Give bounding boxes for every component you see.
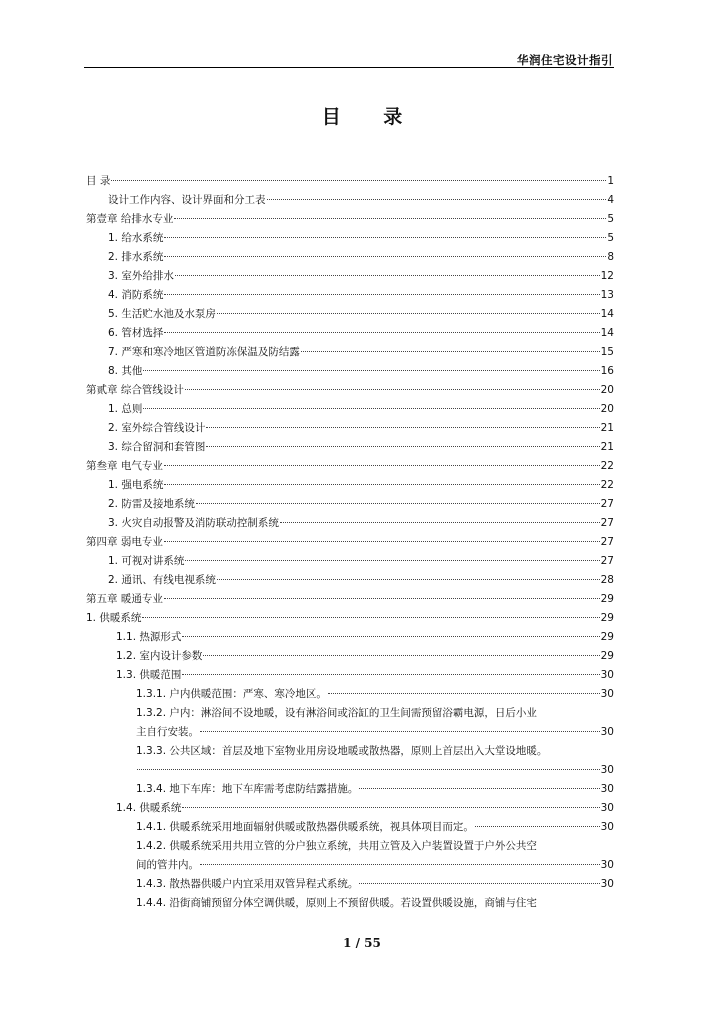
toc-entry-title: 1.3. 供暖范围 bbox=[116, 669, 182, 681]
toc-entry[interactable] bbox=[86, 552, 614, 571]
toc-entry-title: 1.3.1. 户内供暖范围：严寒、寒冷地区。 bbox=[136, 688, 327, 700]
toc-entry-page: 13 bbox=[600, 289, 614, 301]
toc-entry[interactable] bbox=[86, 666, 614, 685]
toc-entry[interactable] bbox=[86, 628, 614, 647]
toc-entry-title: 8. 其他 bbox=[108, 365, 143, 377]
toc-entry-title: 1. 强电系统 bbox=[108, 479, 164, 491]
toc-entry-page: 30 bbox=[600, 669, 614, 681]
toc-entry-title: 2. 排水系统 bbox=[108, 251, 164, 263]
toc-entry-page: 29 bbox=[600, 631, 614, 643]
toc-entry[interactable] bbox=[86, 362, 614, 381]
toc-entry[interactable] bbox=[86, 685, 614, 704]
toc-leader-dots bbox=[206, 427, 599, 428]
toc-leader-dots bbox=[267, 199, 607, 200]
toc-leader-dots bbox=[475, 826, 600, 827]
toc-entry-page: 12 bbox=[600, 270, 614, 282]
toc-entry-title: 设计工作内容、设计界面和分工表 bbox=[108, 194, 266, 206]
toc-entry-title: 1. 给水系统 bbox=[108, 232, 164, 244]
toc-entry-title: 第叁章 电气专业 bbox=[86, 460, 163, 472]
toc-entry-page: 21 bbox=[600, 422, 614, 434]
toc-entry[interactable] bbox=[86, 875, 614, 894]
toc-entry-page: 30 bbox=[600, 688, 614, 700]
toc-leader-dots bbox=[280, 522, 600, 523]
toc-leader-dots bbox=[137, 769, 600, 770]
toc-leader-dots bbox=[143, 370, 599, 371]
toc-entry-title: 5. 生活贮水池及水泵房 bbox=[108, 308, 216, 320]
toc-entry-title: 第五章 暖通专业 bbox=[86, 593, 163, 605]
toc-entry-title: 3. 火灾自动报警及消防联动控制系统 bbox=[108, 517, 279, 529]
toc-entry-title: 1.2. 室内设计参数 bbox=[116, 650, 203, 662]
toc-entry-title: 间的管井内。 bbox=[136, 859, 199, 871]
toc-entry-title: 1. 总则 bbox=[108, 403, 143, 415]
header-title: 华润住宅设计指引 bbox=[517, 53, 613, 67]
toc-entry-title: 1.4.4. 沿街商铺预留分体空调供暖，原则上不预留供暖。若设置供暖设施，商铺与住宅 bbox=[136, 897, 537, 909]
toc-leader-dots bbox=[203, 655, 599, 656]
toc-leader-dots bbox=[217, 313, 600, 314]
toc-entry[interactable] bbox=[86, 419, 614, 438]
toc-leader-dots bbox=[200, 864, 600, 865]
toc-leader-dots bbox=[164, 256, 606, 257]
toc-entry[interactable] bbox=[86, 609, 614, 628]
toc-title: 目 录 bbox=[321, 106, 421, 128]
toc-entry[interactable] bbox=[86, 381, 614, 400]
toc-entry[interactable] bbox=[86, 837, 614, 856]
toc-entry[interactable] bbox=[86, 533, 614, 552]
toc-leader-dots bbox=[182, 674, 599, 675]
toc-entry-page: 5 bbox=[607, 213, 614, 225]
toc-entry[interactable] bbox=[86, 324, 614, 343]
toc-entry-page: 14 bbox=[600, 308, 614, 320]
page-number: 1 / 55 bbox=[343, 936, 381, 950]
header-rule bbox=[84, 67, 614, 68]
toc-entry-page: 22 bbox=[600, 460, 614, 472]
toc-leader-dots bbox=[143, 408, 599, 409]
toc-leader-dots bbox=[217, 579, 600, 580]
toc-leader-dots bbox=[206, 446, 599, 447]
toc-leader-dots bbox=[175, 275, 600, 276]
toc-entry-page: 1 bbox=[607, 175, 614, 187]
toc-entry[interactable] bbox=[86, 742, 614, 761]
toc-entry[interactable] bbox=[86, 305, 614, 324]
toc-entry-title: 6. 管材选择 bbox=[108, 327, 164, 339]
toc-leader-dots bbox=[182, 636, 599, 637]
toc-entry-title: 1.3.3. 公共区域：首层及地下室物业用房设地暖或散热器，原则上首层出入大堂设地暖。 bbox=[136, 745, 548, 757]
toc-entry-page: 30 bbox=[600, 821, 614, 833]
toc-entry-page: 30 bbox=[600, 764, 614, 776]
toc-leader-dots bbox=[164, 465, 600, 466]
toc-entry[interactable] bbox=[86, 267, 614, 286]
toc-entry-title: 1.3.4. 地下车库：地下车库需考虑防结露措施。 bbox=[136, 783, 359, 795]
toc-entry[interactable] bbox=[86, 248, 614, 267]
toc-entry-page: 30 bbox=[600, 783, 614, 795]
toc-leader-dots bbox=[142, 617, 599, 618]
toc-leader-dots bbox=[328, 693, 600, 694]
toc-entry-page: 20 bbox=[600, 403, 614, 415]
toc-entry[interactable] bbox=[86, 856, 614, 875]
toc-entry[interactable] bbox=[86, 514, 614, 533]
toc-leader-dots bbox=[164, 598, 600, 599]
toc-leader-dots bbox=[182, 807, 599, 808]
toc-entry-page: 14 bbox=[600, 327, 614, 339]
toc-entry-title: 1. 可视对讲系统 bbox=[108, 555, 185, 567]
toc-leader-dots bbox=[164, 237, 606, 238]
toc-entry-page: 16 bbox=[600, 365, 614, 377]
toc-entry-title: 3. 室外给排水 bbox=[108, 270, 174, 282]
toc-leader-dots bbox=[174, 218, 606, 219]
toc-entry-page: 20 bbox=[600, 384, 614, 396]
toc-leader-dots bbox=[164, 294, 599, 295]
toc-entry-page: 27 bbox=[600, 498, 614, 510]
toc-entry-page: 30 bbox=[600, 726, 614, 738]
toc-entry-title: 1.4.3. 散热器供暖户内宜采用双管异程式系统。 bbox=[136, 878, 359, 890]
toc-entry-page: 27 bbox=[600, 536, 614, 548]
toc-entry[interactable] bbox=[86, 457, 614, 476]
toc-entry-page: 29 bbox=[600, 612, 614, 624]
toc-entry-page: 21 bbox=[600, 441, 614, 453]
toc-entry-title: 第贰章 综合管线设计 bbox=[86, 384, 184, 396]
toc-leader-dots bbox=[301, 351, 600, 352]
toc-entry[interactable] bbox=[86, 590, 614, 609]
toc-entry[interactable] bbox=[86, 571, 614, 590]
toc-entry[interactable] bbox=[86, 210, 614, 229]
toc-entry-title: 主自行安装。 bbox=[136, 726, 199, 738]
toc-entry-title: 3. 综合留洞和套管图 bbox=[108, 441, 206, 453]
toc-entry-title: 第壹章 给排水专业 bbox=[86, 213, 174, 225]
toc-leader-dots bbox=[111, 180, 606, 181]
toc-entry[interactable] bbox=[86, 400, 614, 419]
toc-entry-page: 27 bbox=[600, 517, 614, 529]
table-of-contents bbox=[86, 172, 614, 913]
toc-entry[interactable] bbox=[86, 818, 614, 837]
toc-entry-page: 8 bbox=[607, 251, 614, 263]
toc-entry-title: 1.4.2. 供暖系统采用共用立管的分户独立系统，共用立管及入户装置设置于户外公共空 bbox=[136, 840, 537, 852]
toc-entry[interactable] bbox=[86, 229, 614, 248]
toc-entry-title: 1.4. 供暖系统 bbox=[116, 802, 182, 814]
toc-leader-dots bbox=[164, 332, 599, 333]
toc-leader-dots bbox=[185, 560, 599, 561]
toc-entry[interactable] bbox=[86, 191, 614, 210]
toc-entry-title: 1.3.2. 户内：淋浴间不设地暖，设有淋浴间或浴缸的卫生间需预留浴霸电源，日后小业 bbox=[136, 707, 537, 719]
toc-entry-title: 7. 严寒和寒冷地区管道防冻保温及防结露 bbox=[108, 346, 300, 358]
toc-leader-dots bbox=[359, 883, 599, 884]
toc-entry-page: 15 bbox=[600, 346, 614, 358]
toc-entry-title: 第四章 弱电专业 bbox=[86, 536, 163, 548]
toc-entry[interactable] bbox=[86, 438, 614, 457]
toc-leader-dots bbox=[164, 484, 599, 485]
toc-leader-dots bbox=[200, 731, 600, 732]
toc-entry[interactable] bbox=[86, 799, 614, 818]
toc-entry-title: 1. 供暖系统 bbox=[86, 612, 142, 624]
toc-entry[interactable] bbox=[86, 476, 614, 495]
toc-entry-page: 30 bbox=[600, 859, 614, 871]
toc-entry[interactable] bbox=[86, 495, 614, 514]
toc-entry[interactable] bbox=[86, 343, 614, 362]
toc-entry-page: 27 bbox=[600, 555, 614, 567]
toc-entry-title: 4. 消防系统 bbox=[108, 289, 164, 301]
toc-entry-title: 1.4.1. 供暖系统采用地面辐射供暖或散热器供暖系统，视具体项目而定。 bbox=[136, 821, 474, 833]
toc-entry-title: 2. 室外综合管线设计 bbox=[108, 422, 206, 434]
toc-leader-dots bbox=[185, 389, 600, 390]
toc-entry[interactable] bbox=[86, 704, 614, 723]
toc-entry[interactable] bbox=[86, 894, 614, 913]
toc-entry[interactable] bbox=[86, 286, 614, 305]
toc-entry-page: 30 bbox=[600, 878, 614, 890]
toc-entry-title: 1.1. 热源形式 bbox=[116, 631, 182, 643]
toc-entry[interactable] bbox=[86, 761, 614, 780]
toc-entry-page: 28 bbox=[600, 574, 614, 586]
toc-leader-dots bbox=[164, 541, 600, 542]
toc-entry[interactable] bbox=[86, 172, 614, 191]
toc-entry-page: 29 bbox=[600, 650, 614, 662]
toc-leader-dots bbox=[196, 503, 600, 504]
toc-entry-page: 5 bbox=[607, 232, 614, 244]
toc-entry-title: 2. 通讯、有线电视系统 bbox=[108, 574, 216, 586]
toc-entry-title: 目 录 bbox=[86, 175, 111, 187]
toc-leader-dots bbox=[359, 788, 599, 789]
toc-entry[interactable] bbox=[86, 780, 614, 799]
toc-entry-title: 2. 防雷及接地系统 bbox=[108, 498, 195, 510]
toc-entry-page: 4 bbox=[607, 194, 614, 206]
toc-entry[interactable] bbox=[86, 723, 614, 742]
toc-entry[interactable] bbox=[86, 647, 614, 666]
toc-entry-page: 29 bbox=[600, 593, 614, 605]
toc-entry-page: 22 bbox=[600, 479, 614, 491]
toc-entry-page: 30 bbox=[600, 802, 614, 814]
